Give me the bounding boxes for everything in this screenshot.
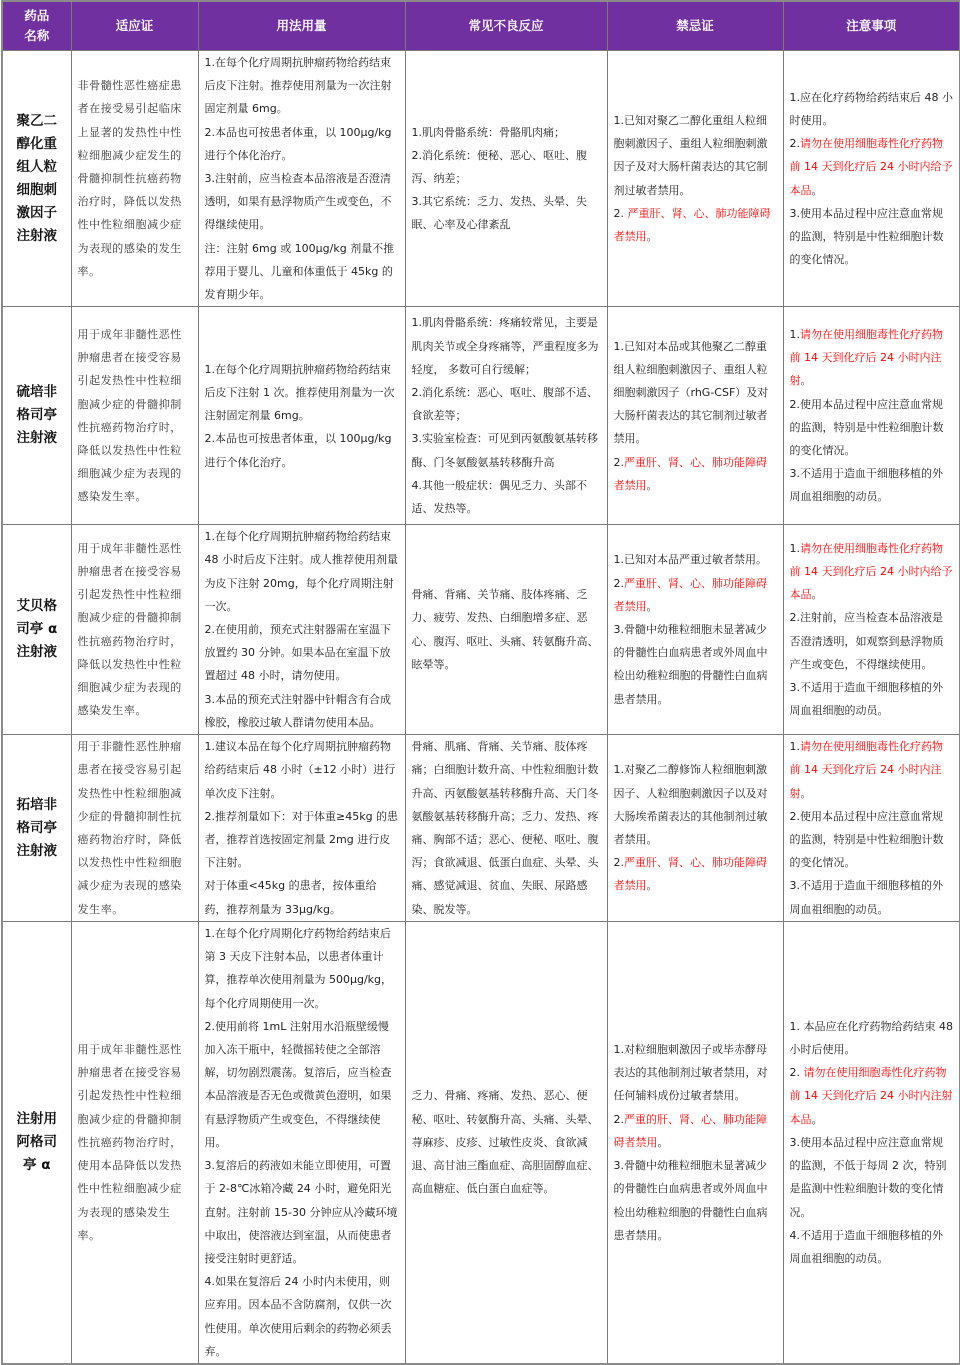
- contraindication-text: 1.已知对聚乙二醇化重组人粒细胞刺激因子、重组人粒细胞刺激因子及对大肠杆菌表达的其它制剂过敏者禁用。: [613, 114, 768, 197]
- drug-name-line: 司亭 α: [16, 621, 58, 638]
- table-row: [2, 525, 960, 735]
- contraindications-cell: [607, 922, 783, 1364]
- dosage-item: 2.本品也可按患者体重，以 100μg/kg 进行个体化治疗。: [204, 432, 392, 469]
- drug-name-cell: [2, 307, 71, 525]
- precaution-item: [790, 202, 954, 272]
- adverse-item: 骨痛、背痛、关节痛、肢体疼痛、乏力、疲劳、发热、白细胞增多症、恶心、腹泻、呕吐、头痛、转氨酶升高、眩晕等。: [411, 588, 599, 671]
- precaution-item: [790, 323, 954, 393]
- header-drug-name: [2, 1, 71, 51]
- item-number: 2.: [613, 206, 628, 220]
- warning-text: 请勿在使用细胞毒性化疗药物前 14 天到化疗后 24 小时内给予本品: [789, 541, 953, 602]
- warning-text: 严重肝、肾、心、肺功能障碍者禁用: [613, 856, 767, 893]
- drug-name-cell: [2, 735, 71, 922]
- dosage-item: 1.在每个化疗周期抗肿瘤药物给药结束后皮下注射 1 次。推荐使用剂量为一次注射固定剂量 6mg。: [204, 362, 395, 423]
- warning-text: 请勿在使用细胞毒性化疗药物前 14 天到化疗后 24 小时内注射: [789, 740, 943, 800]
- precaution-text: 3.不适用于造血干细胞移植的外周血祖细胞的动员。: [789, 879, 943, 916]
- contraindication-item: [614, 1154, 777, 1247]
- item-suffix: 。: [800, 374, 812, 388]
- header-drug-name-line1: 药品: [24, 8, 50, 23]
- adverse-reactions-cell: [405, 307, 607, 525]
- contraindications-cell: [607, 735, 783, 922]
- adverse-item: 2.消化系统：便秘、恶心、呕吐、腹泻、纳差；: [411, 148, 587, 186]
- drug-name-line: 艾贝格: [16, 598, 57, 615]
- indication-cell: 非骨髓性恶性癌症患者在接受易引起临床上显著的发热性中性粒细胞减少症发生的骨髓抑制性抗癌药物治疗时，降低以发热性中性粒细胞减少症为表现的感染的发生率。: [71, 51, 198, 307]
- adverse-item: 3.其它系统：乏力、发热、头晕、失眠、心率及心律紊乱: [411, 195, 587, 232]
- precaution-item: [790, 1131, 954, 1224]
- dosage-note: 注：注射 6mg 或 100μg/kg 剂量不推荐用于婴儿、儿童和体重低于 45kg 的发育期少年。: [204, 241, 395, 302]
- item-number: 1.: [789, 541, 800, 555]
- header-indication: 适应证: [71, 1, 198, 51]
- precaution-item: [790, 874, 954, 920]
- contraindication-item: [614, 1038, 777, 1108]
- precaution-item: [790, 1015, 954, 1061]
- precaution-item: [790, 735, 954, 805]
- dosage-item: 2.使用前将 1mL 注射用水沿瓶壁缓慢加入冻干瓶中，轻微摇转使之全部溶解，切勿剧烈震荡。复溶后，应当检查本品溶液是否无色或微黄色澄明，如果有悬浮物质产生或变色，不得继续使用。: [204, 1019, 392, 1149]
- precaution-item: [790, 1061, 954, 1131]
- item-number: 2.: [789, 137, 800, 151]
- item-number: 2.: [789, 1066, 804, 1080]
- dosage-item: 3.复溶后的药液如未能立即使用，可置于 2-8℃冰箱冷藏 24 小时，避免阳光直射。注射前 15-30 分钟应从冷藏环境中取出，使溶液达到室温，从而使患者接受注射时更舒适。: [204, 1159, 398, 1265]
- precaution-item: [790, 805, 954, 875]
- indication-cell: 用于成年非髓性恶性肿瘤患者在接受容易引起发热性中性粒细胞减少症的骨髓抑制性抗癌药物治疗时，降低以发热性中性粒细胞减少症为表现的感染发生率。: [71, 307, 198, 525]
- contraindication-text: 1.对聚乙二醇修饰人粒细胞刺激因子、人粒细胞刺激因子以及对大肠埃希菌表达的其他制剂过敏者禁用。: [613, 763, 768, 847]
- dosage-item: 1.在每个化疗周期抗肿瘤药物给药结束后皮下注射。推荐使用剂量为一次注射固定剂量 6mg。: [204, 56, 392, 116]
- warning-text: 请勿在使用细胞毒性化疗药物前 14 天到化疗后 24 小时内注射本品: [789, 1066, 953, 1126]
- contraindication-item: [614, 202, 777, 248]
- drug-name-cell: [2, 922, 71, 1364]
- precaution-text: 2.使用本品过程中应注意血常规的监测，特别是中性粒细胞计数的变化情况。: [789, 809, 944, 870]
- dosage-cell: [198, 735, 405, 922]
- precaution-text: 3.使用本品过程中应注意血常规的监测，特别是中性粒细胞计数的变化情况。: [789, 206, 944, 267]
- precaution-text: 1.应在化疗药物给药结束后 48 小时使用。: [789, 90, 953, 127]
- item-suffix: 。: [646, 478, 658, 492]
- precautions-cell: [783, 307, 960, 525]
- contraindication-item: [614, 109, 777, 202]
- adverse-item: 乏力、骨痛、疼痛、发热、恶心、便秘、呕吐、转氨酶升高、头痛、头晕、荨麻疹、皮疹、过敏性皮炎、食欲减退、高甘油三酯血症、高胆固醇血症、高血糖症、低白蛋白血症等。: [411, 1089, 599, 1196]
- drug-name-line: 注射用: [16, 1110, 57, 1127]
- precaution-text: 4.不适用于造血干细胞移植的外周血祖细胞的动员。: [789, 1228, 943, 1265]
- dosage-cell: [198, 922, 405, 1364]
- item-number: 2.: [613, 455, 624, 469]
- precaution-text: 3.使用本品过程中应注意血常规的监测，不低于每周 2 次，特别是监测中性粒细胞计数的变化情况。: [789, 1135, 947, 1219]
- adverse-item: 2.消化系统：恶心、呕吐、腹部不适、食欲差等；: [411, 385, 598, 423]
- precaution-text: 3.不适用于造血干细胞移植的外周血祖细胞的动员。: [789, 467, 943, 504]
- item-suffix: 。: [800, 786, 812, 800]
- adverse-reactions-cell: [405, 51, 607, 307]
- precaution-text: 3.不适用于造血干细胞移植的外周血祖细胞的动员。: [789, 681, 943, 718]
- warning-text: 请勿在使用细胞毒性化疗药物前 14 天到化疗后 24 小时内给予本品: [789, 137, 953, 197]
- contraindication-item: [614, 572, 777, 618]
- drug-name-line: 注射液: [16, 227, 57, 244]
- table-row: [2, 735, 960, 922]
- indication-cell: 用于非髓性恶性肿瘤患者在接受容易引起发热性中性粒细胞减少症的骨髓抑制性抗癌药物治疗时，降低以发热性中性粒细胞减少症为表现的感染发生率。: [71, 735, 198, 922]
- drug-name-line: 格司亭: [16, 819, 57, 836]
- header-row: [2, 1, 960, 51]
- precautions-cell: [783, 735, 960, 922]
- precaution-item: [790, 676, 954, 722]
- contraindication-item: [614, 851, 777, 897]
- adverse-item: 骨痛、肌痛、背痛、关节痛、肢体疼痛；白细胞计数升高、中性粒细胞计数升高、丙氨酸氨基转移酶升高、天门冬氨酸氨基转移酶升高；乏力、发热、疼痛、胸部不适；恶心、便秘、呕吐、腹泻；食欲减退、低蛋白血症、头晕、头痛、感觉减退、贫血、失眠、尿路感染、脱发等。: [411, 740, 599, 916]
- item-number: 2.: [613, 856, 624, 870]
- contraindication-text: 1.已知对本品严重过敏者禁用。: [613, 553, 767, 567]
- item-suffix: 。: [646, 879, 658, 893]
- adverse-reactions-cell: [405, 922, 607, 1364]
- drug-name-line: 细胞刺: [16, 181, 57, 198]
- precaution-item: [790, 393, 954, 463]
- dosage-item: 2.在使用前，预充式注射器需在室温下放置约 30 分钟。如果本品在室温下放置超过 48 小时，请勿使用。: [204, 623, 391, 683]
- precaution-item: [790, 606, 954, 676]
- drug-name-cell: [2, 51, 71, 307]
- dosage-cell: [198, 307, 405, 525]
- drug-name-line: 激因子: [16, 204, 57, 221]
- precaution-item: [790, 537, 954, 607]
- contraindication-text: 1.对粒细胞刺激因子或毕赤酵母表达的其他制剂过敏者禁用，对任何辅料成份过敏者禁用。: [613, 1043, 768, 1103]
- item-number: 1.: [789, 327, 800, 341]
- indication-cell: 用于成年非髓性恶性肿瘤患者在接受容易引起发热性中性粒细胞减少症的骨髓抑制性抗癌药物治疗时，使用本品降低以发热性中性粒细胞减少症为表现的感染发生率。: [71, 922, 198, 1364]
- drug-name-line: 注射液: [16, 644, 57, 661]
- contraindications-cell: [607, 51, 783, 307]
- header-contraindications: 禁忌证: [607, 1, 783, 51]
- dosage-item: 4.如果在复溶后 24 小时内未使用，则应弃用。因本品不含防腐剂，仅供一次性使用。单次使用后剩余的药物必须丢弃。: [204, 1275, 392, 1358]
- contraindication-item: [614, 335, 777, 451]
- precaution-text: 2.使用本品过程中应注意血常规的监测，特别是中性粒细胞计数的变化情况。: [789, 397, 944, 457]
- drug-name-line: 硫培非: [16, 384, 57, 401]
- warning-text: 严重的肝、肾、心、肺功能障碍者禁用: [613, 1112, 767, 1149]
- adverse-reactions-cell: [405, 735, 607, 922]
- contraindication-text: 3.骨髓中幼稚粒细胞未显著减少的骨髓性白血病患者或外周血中检出幼稚粒细胞的骨髓性白血病患者禁用。: [613, 1159, 768, 1242]
- drug-name-line: 亭 α: [23, 1156, 51, 1173]
- dosage-item: 1.在每个化疗周期化疗药物给药结束后第 3 天皮下注射本品，以患者体重计算，推荐单次使用剂量为 500μg/kg，每个化疗周期使用一次。: [204, 927, 393, 1010]
- drug-name-line: 注射液: [16, 842, 57, 859]
- drug-comparison-table: [1, 0, 960, 1365]
- warning-text: 严重肝、肾、心、肺功能障碍者禁用: [613, 206, 771, 244]
- table-row: [2, 307, 960, 525]
- dosage-item: 3.注射前，应当检查本品溶液是否澄清透明，如果有悬浮物质产生或变色，不得继续使用。: [204, 172, 392, 232]
- contraindication-item: [614, 451, 777, 497]
- adverse-item: 1.肌肉骨骼系统：疼痛较常见，主要是肌肉关节或全身疼痛等，严重程度多为轻度， 多数可自行缓解；: [411, 316, 599, 376]
- indication-cell: 用于成年非髓性恶性肿瘤患者在接受容易引起发热性中性粒细胞减少症的骨髓抑制性抗癌药物治疗时，降低以发热性中性粒细胞减少症为表现的感染发生率。: [71, 525, 198, 735]
- item-suffix: 。: [646, 599, 658, 613]
- contraindication-item: [614, 758, 777, 851]
- dosage-item: 3.本品的预充式注射器中针帽含有合成橡胶，橡胶过敏人群请勿使用本品。: [204, 692, 391, 729]
- contraindication-item: [614, 618, 777, 711]
- precaution-item: [790, 1224, 954, 1270]
- precautions-cell: [783, 51, 960, 307]
- dosage-cell: [198, 525, 405, 735]
- warning-text: 严重肝、肾、心、肺功能障碍者禁用: [613, 455, 767, 492]
- warning-text: 严重肝、肾、心、肺功能障碍者禁用: [613, 576, 767, 613]
- adverse-reactions-cell: [405, 525, 607, 735]
- dosage-item: 2.本品也可按患者体重，以 100μg/kg 进行个体化治疗。: [204, 125, 392, 162]
- table-row: [2, 51, 960, 307]
- item-suffix: 。: [657, 1135, 669, 1149]
- header-precautions: 注意事项: [783, 1, 960, 51]
- precaution-item: [790, 462, 954, 508]
- item-number: 2.: [613, 576, 624, 590]
- drug-name-cell: [2, 525, 71, 735]
- header-adverse-reactions: 常见不良反应: [405, 1, 607, 51]
- contraindications-cell: [607, 307, 783, 525]
- item-suffix: 。: [646, 230, 658, 244]
- contraindication-item: [614, 1108, 777, 1154]
- drug-name-line: 阿格司: [16, 1133, 57, 1150]
- dosage-item: 2.推荐剂量如下：对于体重≥45kg 的患者，推荐首选按固定剂量 2mg 进行皮下注射。: [204, 809, 399, 870]
- item-suffix: 。: [811, 183, 823, 197]
- item-suffix: 。: [811, 1112, 823, 1126]
- item-number: 1.: [789, 740, 800, 754]
- dosage-item: 对于体重<45kg 的患者，按体重给药，推荐剂量为 33μg/kg。: [204, 879, 377, 916]
- drug-name-line: 醇化重: [16, 135, 57, 152]
- precaution-text: 1. 本品应在化疗药物给药结束 48 小时后使用。: [789, 1019, 953, 1057]
- drug-name-line: 聚乙二: [16, 112, 57, 129]
- table-row: [2, 922, 960, 1364]
- header-dosage: 用法用量: [198, 1, 405, 51]
- table-body: [2, 51, 960, 1364]
- contraindication-text: 1.已知对本品或其他聚乙二醇重组人粒细胞刺激因子、重组人粒细胞刺激因子（rhG-CSF）及对大肠杆菌表达的其它制剂过敏者禁用。: [613, 339, 769, 446]
- dosage-cell: [198, 51, 405, 307]
- contraindications-cell: [607, 525, 783, 735]
- item-number: 2.: [613, 1112, 624, 1126]
- contraindication-text: 3.骨髓中幼稚粒细胞未显著减少的骨髓性白血病患者或外周血中检出幼稚粒细胞的骨髓性白血病患者禁用。: [613, 623, 768, 706]
- drug-name-line: 格司亭: [16, 407, 57, 424]
- adverse-item: 3.实验室检查：可见到丙氨酸氨基转移酶、门冬氨酸氨基转移酶升高: [411, 432, 598, 469]
- dosage-item: 1.建议本品在每个化疗周期抗肿瘤药物给药结束后 48 小时（±12 小时）进行单次皮下注射。: [204, 740, 396, 800]
- precautions-cell: [783, 525, 960, 735]
- precautions-cell: [783, 922, 960, 1364]
- warning-text: 请勿在使用细胞毒性化疗药物前 14 天到化疗后 24 小时内注射: [789, 327, 943, 388]
- header-drug-name-line2: 名称: [24, 28, 50, 43]
- drug-name-line: 组人粒: [16, 158, 57, 175]
- drug-name-line: 拓培非: [16, 796, 57, 813]
- dosage-item: 1.在每个化疗周期抗肿瘤药物给药结束 48 小时后皮下注射。成人推荐使用剂量为皮下注射 20mg，每个化疗周期注射一次。: [204, 530, 398, 613]
- adverse-item: 4.其他一般症状：偶见乏力、头部不适、发热等。: [411, 478, 587, 515]
- drug-name-line: 注射液: [16, 430, 57, 447]
- precaution-item: [790, 86, 954, 132]
- precaution-item: [790, 132, 954, 202]
- item-suffix: 。: [811, 588, 823, 602]
- precaution-text: 2.注射前，应当检查本品溶液是否澄清透明，如观察到悬浮物质产生或变色，不得继续使用。: [789, 611, 944, 671]
- adverse-item: 1.肌肉骨骼系统：骨骼肌肉痛；: [411, 125, 565, 139]
- contraindication-item: [614, 548, 777, 571]
